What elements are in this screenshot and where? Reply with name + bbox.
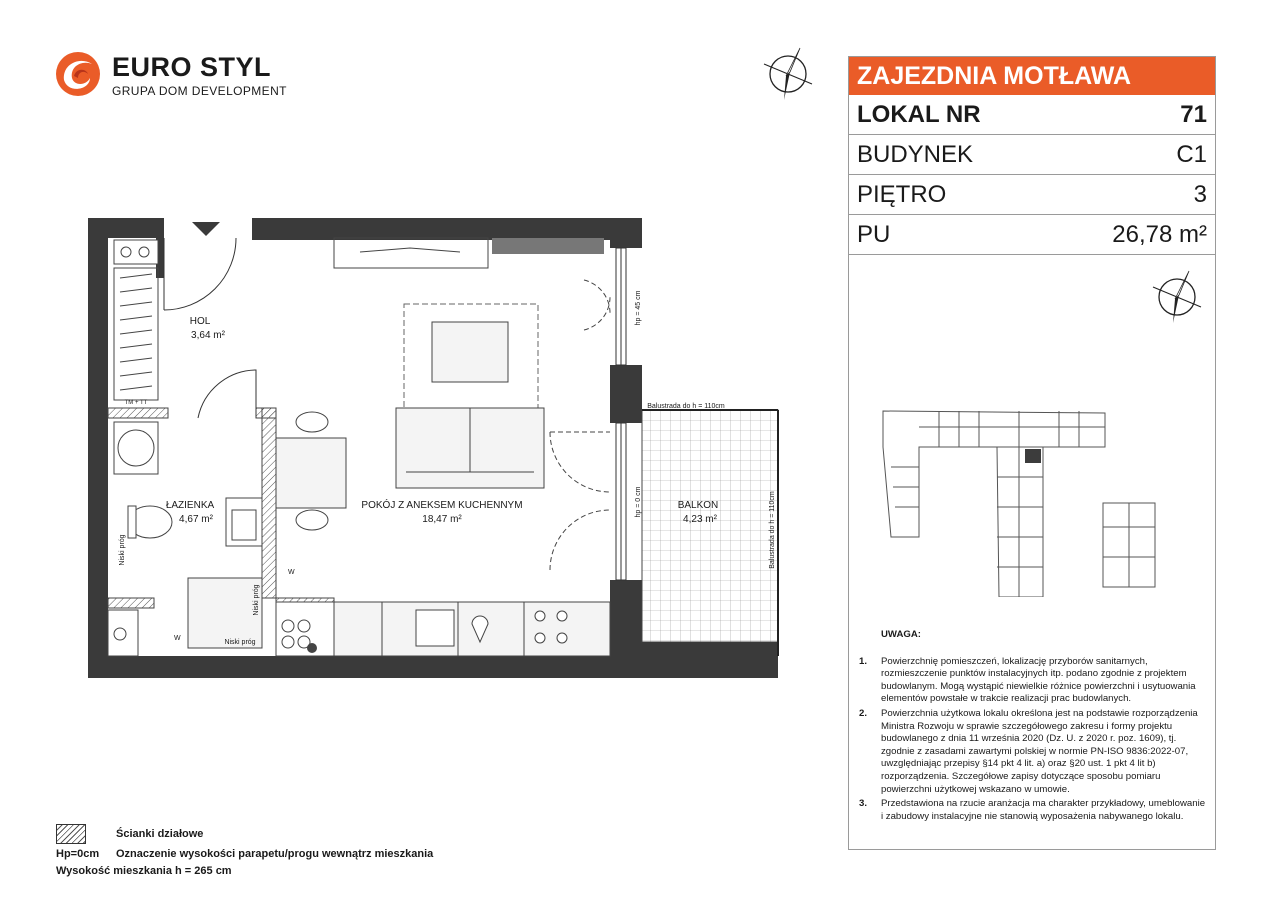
notes-title: UWAGA: xyxy=(881,629,921,640)
note-number: 1. xyxy=(859,655,868,667)
tm-tt-label: TM + TT xyxy=(124,400,148,406)
low-threshold-label: Niski próg xyxy=(253,584,260,616)
note-text: Powierzchnia użytkowa lokalu określona jest na podstawie rozporządzenia Ministra Rozwoju w sprawie szczegółowego zakresu i formy projektu budowlanego z dnia 11 września 2020 (Dz. U. z 2020 r. poz. 1609), tj. zgodnie z zasadami zawartymi polskiej w normie PN-ISO 9836:2022-07, uwzględniając przepisy §14 pkt 4 lit. a) oraz §20 ust. 1 pkt 4 lit b) rozporządzenia. Szczegółowe zapisy dotyczące sposobu pomiaru powierzchni użytkowej wskazano w umowie. xyxy=(881,707,1198,795)
info-label: BUDYNEK xyxy=(857,140,974,168)
room-area-lazienka: 4,67 m² xyxy=(179,514,213,525)
entry-arrow-icon xyxy=(192,222,220,236)
info-panel xyxy=(848,56,1216,850)
water-label: W xyxy=(288,569,295,576)
sill-height-label: hp = 45 cm xyxy=(635,290,642,326)
legend-partition: Ścianki działowe xyxy=(116,828,204,840)
note-item xyxy=(859,656,1209,706)
floor-plan xyxy=(80,210,800,690)
low-threshold-label: Niski próg xyxy=(224,639,256,646)
info-label: PIĘTRO xyxy=(857,180,947,208)
flame-swirl-icon xyxy=(54,50,102,98)
highlighted-unit xyxy=(1025,449,1041,463)
legend-height: Wysokość mieszkania h = 265 cm xyxy=(56,865,232,877)
info-label: LOKAL NR xyxy=(857,100,981,128)
note-item xyxy=(859,708,1209,796)
kitchen-counter xyxy=(334,602,610,656)
info-value: 3 xyxy=(1193,180,1207,208)
legend-hp-key: Hp=0cm xyxy=(56,848,100,860)
room-name-balkon: BALKON xyxy=(677,500,719,511)
info-label: PU xyxy=(857,220,891,248)
brand-name: EURO STYL xyxy=(112,52,272,82)
info-row-pietro xyxy=(849,175,1215,215)
building-key-plan xyxy=(879,407,1179,597)
balcony-floor xyxy=(642,410,778,642)
note-item xyxy=(859,798,1209,823)
room-area-pokoj: 18,47 m² xyxy=(422,514,462,525)
washbasin xyxy=(226,498,262,546)
low-threshold-label: Niski próg xyxy=(119,534,126,566)
info-value: 26,78 m² xyxy=(1112,220,1207,248)
note-text: Przedstawiona na rzucie aranżacja ma charakter przykładowy, umeblowanie i zabudowy instalacyjne nie stanowią wyposażenia nabywanego lokalu. xyxy=(881,798,1206,822)
note-text: Powierzchnię pomieszczeń, lokalizację przyborów sanitarnych, rozmieszczenie punktów instalacyjnych itp. podano zgodnie z projektem budowlanym. Mogą wystąpić niewielkie różnice powierzchni i usytuowania elementów powstałe w trakcie realizacji prac budowlanych. xyxy=(881,655,1196,705)
note-number: 3. xyxy=(859,798,868,810)
threshold-height-label: hp = 0 cm xyxy=(635,486,642,518)
notes xyxy=(859,629,1209,825)
entrance-door xyxy=(164,238,236,310)
dining-table xyxy=(276,438,346,508)
info-value: 71 xyxy=(1180,100,1207,128)
panel-compass-icon xyxy=(1149,267,1207,329)
info-value: C1 xyxy=(1176,140,1207,168)
partition-hatch-swatch xyxy=(56,824,86,844)
room-area-balkon: 4,23 m² xyxy=(683,514,717,525)
info-row-pu xyxy=(849,215,1215,255)
water-label: W xyxy=(174,635,181,642)
info-row-lokal xyxy=(849,95,1215,135)
note-number: 2. xyxy=(859,707,868,719)
balustrade-label-top: Balustrada do h = 110cm xyxy=(647,403,725,410)
shower xyxy=(188,578,262,648)
info-row-budynek xyxy=(849,135,1215,175)
brand-subtitle: GRUPA DOM DEVELOPMENT xyxy=(112,84,287,98)
sink xyxy=(416,610,454,646)
legend-hp-desc: Oznaczenie wysokości parapetu/progu wewnątrz mieszkania xyxy=(116,848,434,860)
brand-logo xyxy=(54,50,294,102)
room-area-hol: 3,64 m² xyxy=(191,330,225,341)
room-name-lazienka: ŁAZIENKA xyxy=(165,500,215,511)
balustrade-label-side: Balustrada do h = 110cm xyxy=(769,491,776,569)
project-title: ZAJEZDNIA MOTŁAWA xyxy=(849,57,1215,95)
room-name-pokoj: POKÓJ Z ANEKSEM KUCHENNYM xyxy=(361,500,523,511)
room-name-hol: HOL xyxy=(189,316,211,327)
compass-icon xyxy=(760,44,818,106)
